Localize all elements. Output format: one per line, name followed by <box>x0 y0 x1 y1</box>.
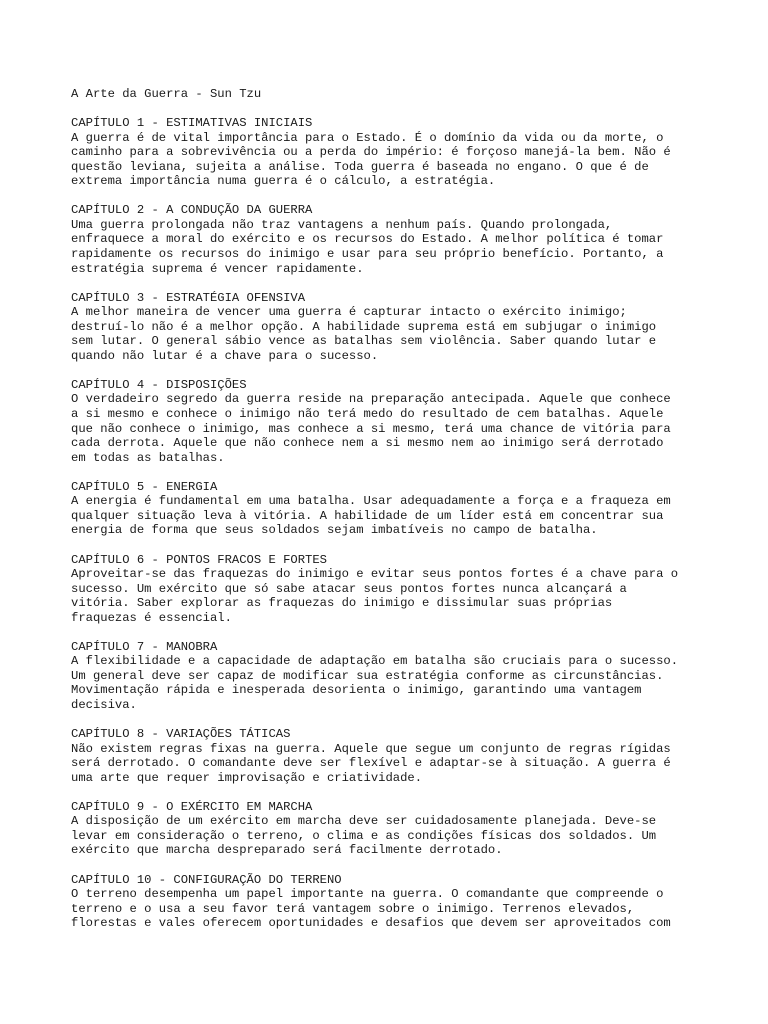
paragraph-line: estratégia suprema é vencer rapidamente. <box>71 261 364 276</box>
paragraph-line: uma arte que requer improvisação e criatividade. <box>71 770 423 785</box>
paragraph-line: que não conhece o inimigo, mas conhece a si mesmo, terá uma chance de vitória para <box>71 421 671 436</box>
document-title: A Arte da Guerra - Sun Tzu <box>71 87 262 101</box>
paragraph-line: rapidamente os recursos do inimigo e usar para seu próprio benefício. Portanto, a <box>71 247 664 262</box>
paragraph-line: A flexibilidade e a capacidade de adaptação em batalha são cruciais para o sucesso. <box>71 654 679 669</box>
chapter-heading: CAPÍTULO 8 - VARIAÇÕES TÁTICAS <box>71 727 291 742</box>
chapter-section <box>71 203 711 276</box>
paragraph-line: Não existem regras fixas na guerra. Aquele que segue um conjunto de regras rígidas <box>71 741 671 756</box>
paragraph-line: energia de forma que seus soldados sejam imbatíveis no campo de batalha. <box>71 523 598 538</box>
chapter-heading: CAPÍTULO 7 - MANOBRA <box>71 639 218 654</box>
paragraph-line: questão leviana, sujeita a análise. Toda guerra é baseada no engano. O que é de <box>71 159 649 174</box>
paragraph-line: A guerra é de vital importância para o Estado. É o domínio da vida ou da morte, o <box>71 130 664 145</box>
paragraph-line: fraquezas é essencial. <box>71 610 232 625</box>
paragraph-line: Aproveitar-se das fraquezas do inimigo e evitar seus pontos fortes é a chave para o <box>71 567 679 582</box>
chapter-heading: CAPÍTULO 5 - ENERGIA <box>71 479 218 494</box>
paragraph-line: Uma guerra prolongada não traz vantagens a nenhum país. Quando prolongada, <box>71 217 613 232</box>
chapter-section <box>71 640 711 713</box>
chapter-section <box>71 291 711 364</box>
chapter-section <box>71 116 711 189</box>
paragraph-line: caminho para a sobrevivência ou a perda do império: é forçoso manejá-la bem. Não é <box>71 145 671 160</box>
paragraph-line: enfraquece a moral do exército e os recursos do Estado. A melhor política é tomar <box>71 232 664 247</box>
paragraph-line: florestas e vales oferecem oportunidades e desafios que devem ser aproveitados com <box>71 916 671 931</box>
paragraph-line: O terreno desempenha um papel importante na guerra. O comandante que compreende o <box>71 887 664 902</box>
chapter-section <box>71 480 711 538</box>
paragraph-line: sucesso. Um exército que só sabe atacar seus pontos fortes nunca alcançará a <box>71 581 627 596</box>
paragraph-line: em todas as batalhas. <box>71 450 225 465</box>
paragraph-line: A melhor maneira de vencer uma guerra é capturar intacto o exército inimigo; <box>71 305 627 320</box>
chapter-section <box>71 873 711 931</box>
chapter-section <box>71 378 711 465</box>
paragraph-line: cada derrota. Aquele que não conhece nem a si mesmo nem ao inimigo será derrotado <box>71 436 664 451</box>
chapter-heading: CAPÍTULO 6 - PONTOS FRACOS E FORTES <box>71 552 327 567</box>
chapter-heading: CAPÍTULO 10 - CONFIGURAÇÃO DO TERRENO <box>71 872 342 887</box>
document-page <box>71 87 711 945</box>
chapter-heading: CAPÍTULO 3 - ESTRATÉGIA OFENSIVA <box>71 290 306 305</box>
paragraph-line: Um general deve ser capaz de modificar sua estratégia conforme as circunstâncias. <box>71 668 664 683</box>
paragraph-line: Movimentação rápida e inesperada desorienta o inimigo, garantindo uma vantagem <box>71 683 642 698</box>
paragraph-line: destruí-lo não é a melhor opção. A habilidade suprema está em subjugar o inimigo <box>71 319 657 334</box>
paragraph-line: A disposição de um exército em marcha deve ser cuidadosamente planejada. Deve-se <box>71 814 657 829</box>
chapter-heading: CAPÍTULO 9 - O EXÉRCITO EM MARCHA <box>71 799 313 814</box>
paragraph-line: A energia é fundamental em uma batalha. Usar adequadamente a força e a fraqueza em <box>71 494 671 509</box>
paragraph-line: levar em consideração o terreno, o clima e as condições físicas dos soldados. Um <box>71 828 657 843</box>
chapter-heading: CAPÍTULO 4 - DISPOSIÇÕES <box>71 377 247 392</box>
paragraph-line: quando não lutar é a chave para o sucesso. <box>71 348 379 363</box>
chapter-section <box>71 800 711 858</box>
paragraph-line: extrema importância numa guerra é o cálculo, a estratégia. <box>71 174 496 189</box>
chapter-list <box>71 116 711 931</box>
paragraph-line: decisiva. <box>71 697 137 712</box>
paragraph-line: qualquer situação leva à vitória. A habilidade de um líder está em concentrar sua <box>71 508 664 523</box>
paragraph-line: sem lutar. O general sábio vence as batalhas sem violência. Saber quando lutar e <box>71 334 657 349</box>
paragraph-line: será derrotado. O comandante deve ser flexível e adaptar-se à situação. A guerra é <box>71 756 671 771</box>
chapter-section <box>71 727 711 785</box>
chapter-heading: CAPÍTULO 2 - A CONDUÇÃO DA GUERRA <box>71 203 313 218</box>
paragraph-line: vitória. Saber explorar as fraquezas do inimigo e dissimular suas próprias <box>71 596 613 611</box>
paragraph-line: O verdadeiro segredo da guerra reside na preparação antecipada. Aquele que conhece <box>71 392 671 407</box>
paragraph-line: a si mesmo e conhece o inimigo não terá medo do resultado de cem batalhas. Aquele <box>71 407 664 422</box>
chapter-heading: CAPÍTULO 1 - ESTIMATIVAS INICIAIS <box>71 116 313 131</box>
paragraph-line: terreno e o usa a seu favor terá vantagem sobre o inimigo. Terrenos elevados, <box>71 901 635 916</box>
chapter-section <box>71 553 711 626</box>
paragraph-line: exército que marcha despreparado será facilmente derrotado. <box>71 843 503 858</box>
